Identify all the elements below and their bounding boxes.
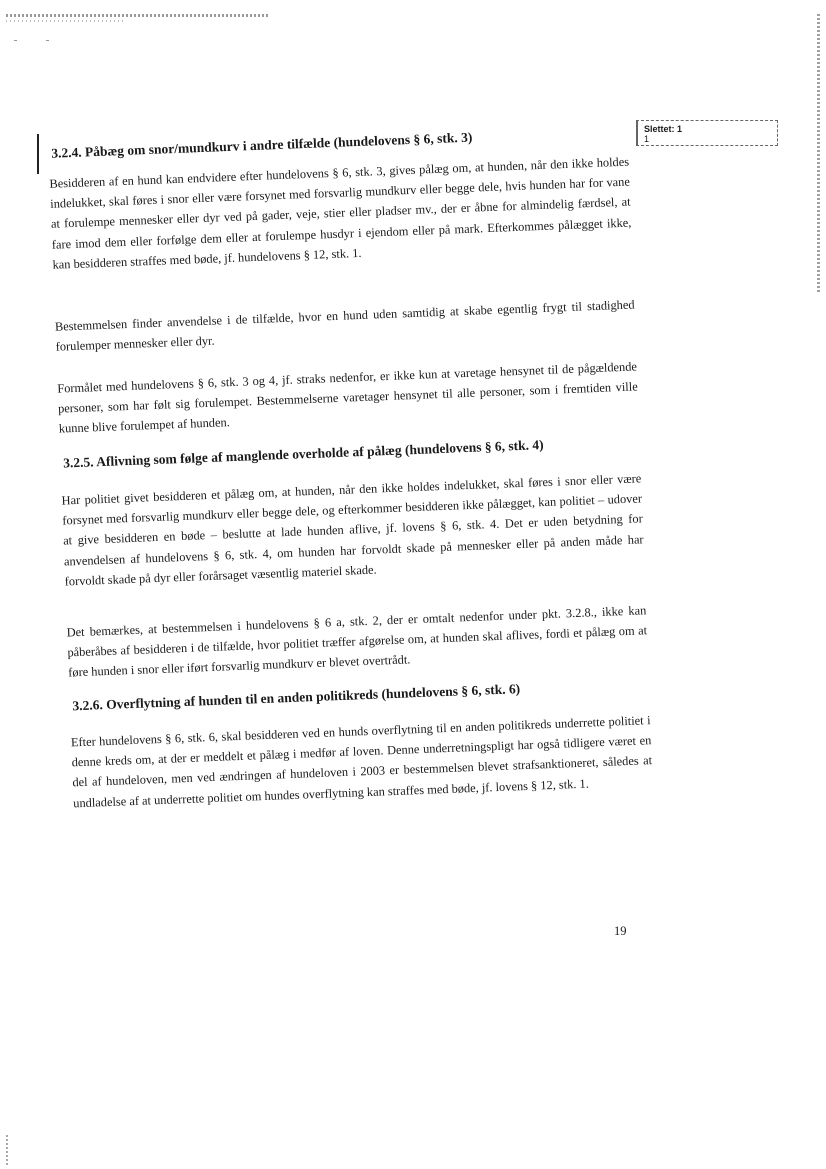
scan-edge-right [817, 14, 820, 294]
paragraph: Formålet med hundelovens § 6, stk. 3 og 4, jf. straks nedenfor, er ikke kun at varetage hensynet til de pågældende personer, som har følt sig forulempet. Bestemmelserne varetager hensynet til alle personer, som i fremtiden ville kunne blive forulempet af hunden. [57, 359, 638, 437]
scan-speck [14, 40, 17, 41]
comment-label: Slettet: 1 [644, 124, 683, 134]
change-bar [37, 134, 39, 174]
paragraph: Har politiet givet besidderen et pålæg om, at hunden, når den ikke holdes indelukket, skal føres i snor eller være forsynet med forsvarlig mundkurv eller begge dele, og efterkommer besidderen ikke pålægget, kan politiet – udover at give besidderen en bøde – beslutte at lade hunden aflive, jf. lovens § 6, stk. 4. Det er uden betydning for anvendelsen af hundelovens § 6, stk. 4, om hunden har forvoldt skade på mennesker eller på anden måde har forvoldt skade på dyr eller forårsaget væsentlig materiel skade. [61, 471, 644, 589]
comment-text: 1 [644, 134, 650, 144]
section-heading: 3.2.5. Aflivning som følge af manglende overholde af pålæg (hundelovens § 6, stk. 4) [62, 437, 544, 471]
scan-edge-top-secondary [6, 20, 126, 22]
comment-balloon[interactable] [636, 120, 778, 146]
scan-edge-left [6, 1135, 8, 1165]
scan-speck [46, 40, 49, 41]
scan-edge-top [6, 14, 268, 17]
document-body [44, 98, 653, 810]
paragraph: Efter hundelovens § 6, stk. 6, skal besidderen ved en hunds overflytning til en anden politikreds underrette politiet i denne kreds om, at der er meddelt et pålæg i medfør af loven. Denne underretningspligt har også tidligere været en del af hundeloven, men ved ændringen af hundeloven i 2003 er bestemmelsen blevet strafsanktioneret, således at undladelse af at underrette politiet om hundes overflytning kan straffes med bøde, jf. lovens § 12, stk. 1. [70, 713, 653, 810]
page-number: 19 [614, 924, 627, 938]
paragraph: Besidderen af en hund kan endvidere efter hundelovens § 6, stk. 3, gives pålæg om, at hunden, når den ikke holdes indelukket, skal føres i snor eller være forsynet med forsvarlig mundkurv eller begge dele, hvis hunden har for vane at forulempe mennesker eller dyr ved på gader, veje, stier eller pladser mv., der er åbne for almindelig færdsel, at fare imod dem eller forfølge dem eller at forulempe husdyr i ejendom eller på mark. Efterkommes pålægget ikke, kan besidderen straffes med bøde, jf. hundelovens § 12, stk. 1. [49, 154, 632, 272]
section-heading: 3.2.4. Påbæg om snor/mundkurv i andre tilfælde (hundelovens § 6, stk. 3) [50, 129, 473, 161]
paragraph: Det bemærkes, at bestemmelsen i hundelovens § 6 a, stk. 2, der er omtalt nedenfor under pkt. 3.2.8., ikke kan påberåbes af besidderen i de tilfælde, hvor politiet træffer afgørelse om, at hunden skal aflives, fordi et pålæg om at føre hunden i snor eller iført forsvarlig mundkurv er blevet overtrådt. [66, 603, 648, 680]
section-heading: 3.2.6. Overflytning af hunden til en anden politikreds (hundelovens § 6, stk. 6) [72, 681, 521, 714]
paragraph: Bestemmelsen finder anvendelse i de tilfælde, hvor en hund uden samtidig at skabe egentlig frygt til stadighed forulemper mennesker eller dyr. [54, 297, 635, 354]
